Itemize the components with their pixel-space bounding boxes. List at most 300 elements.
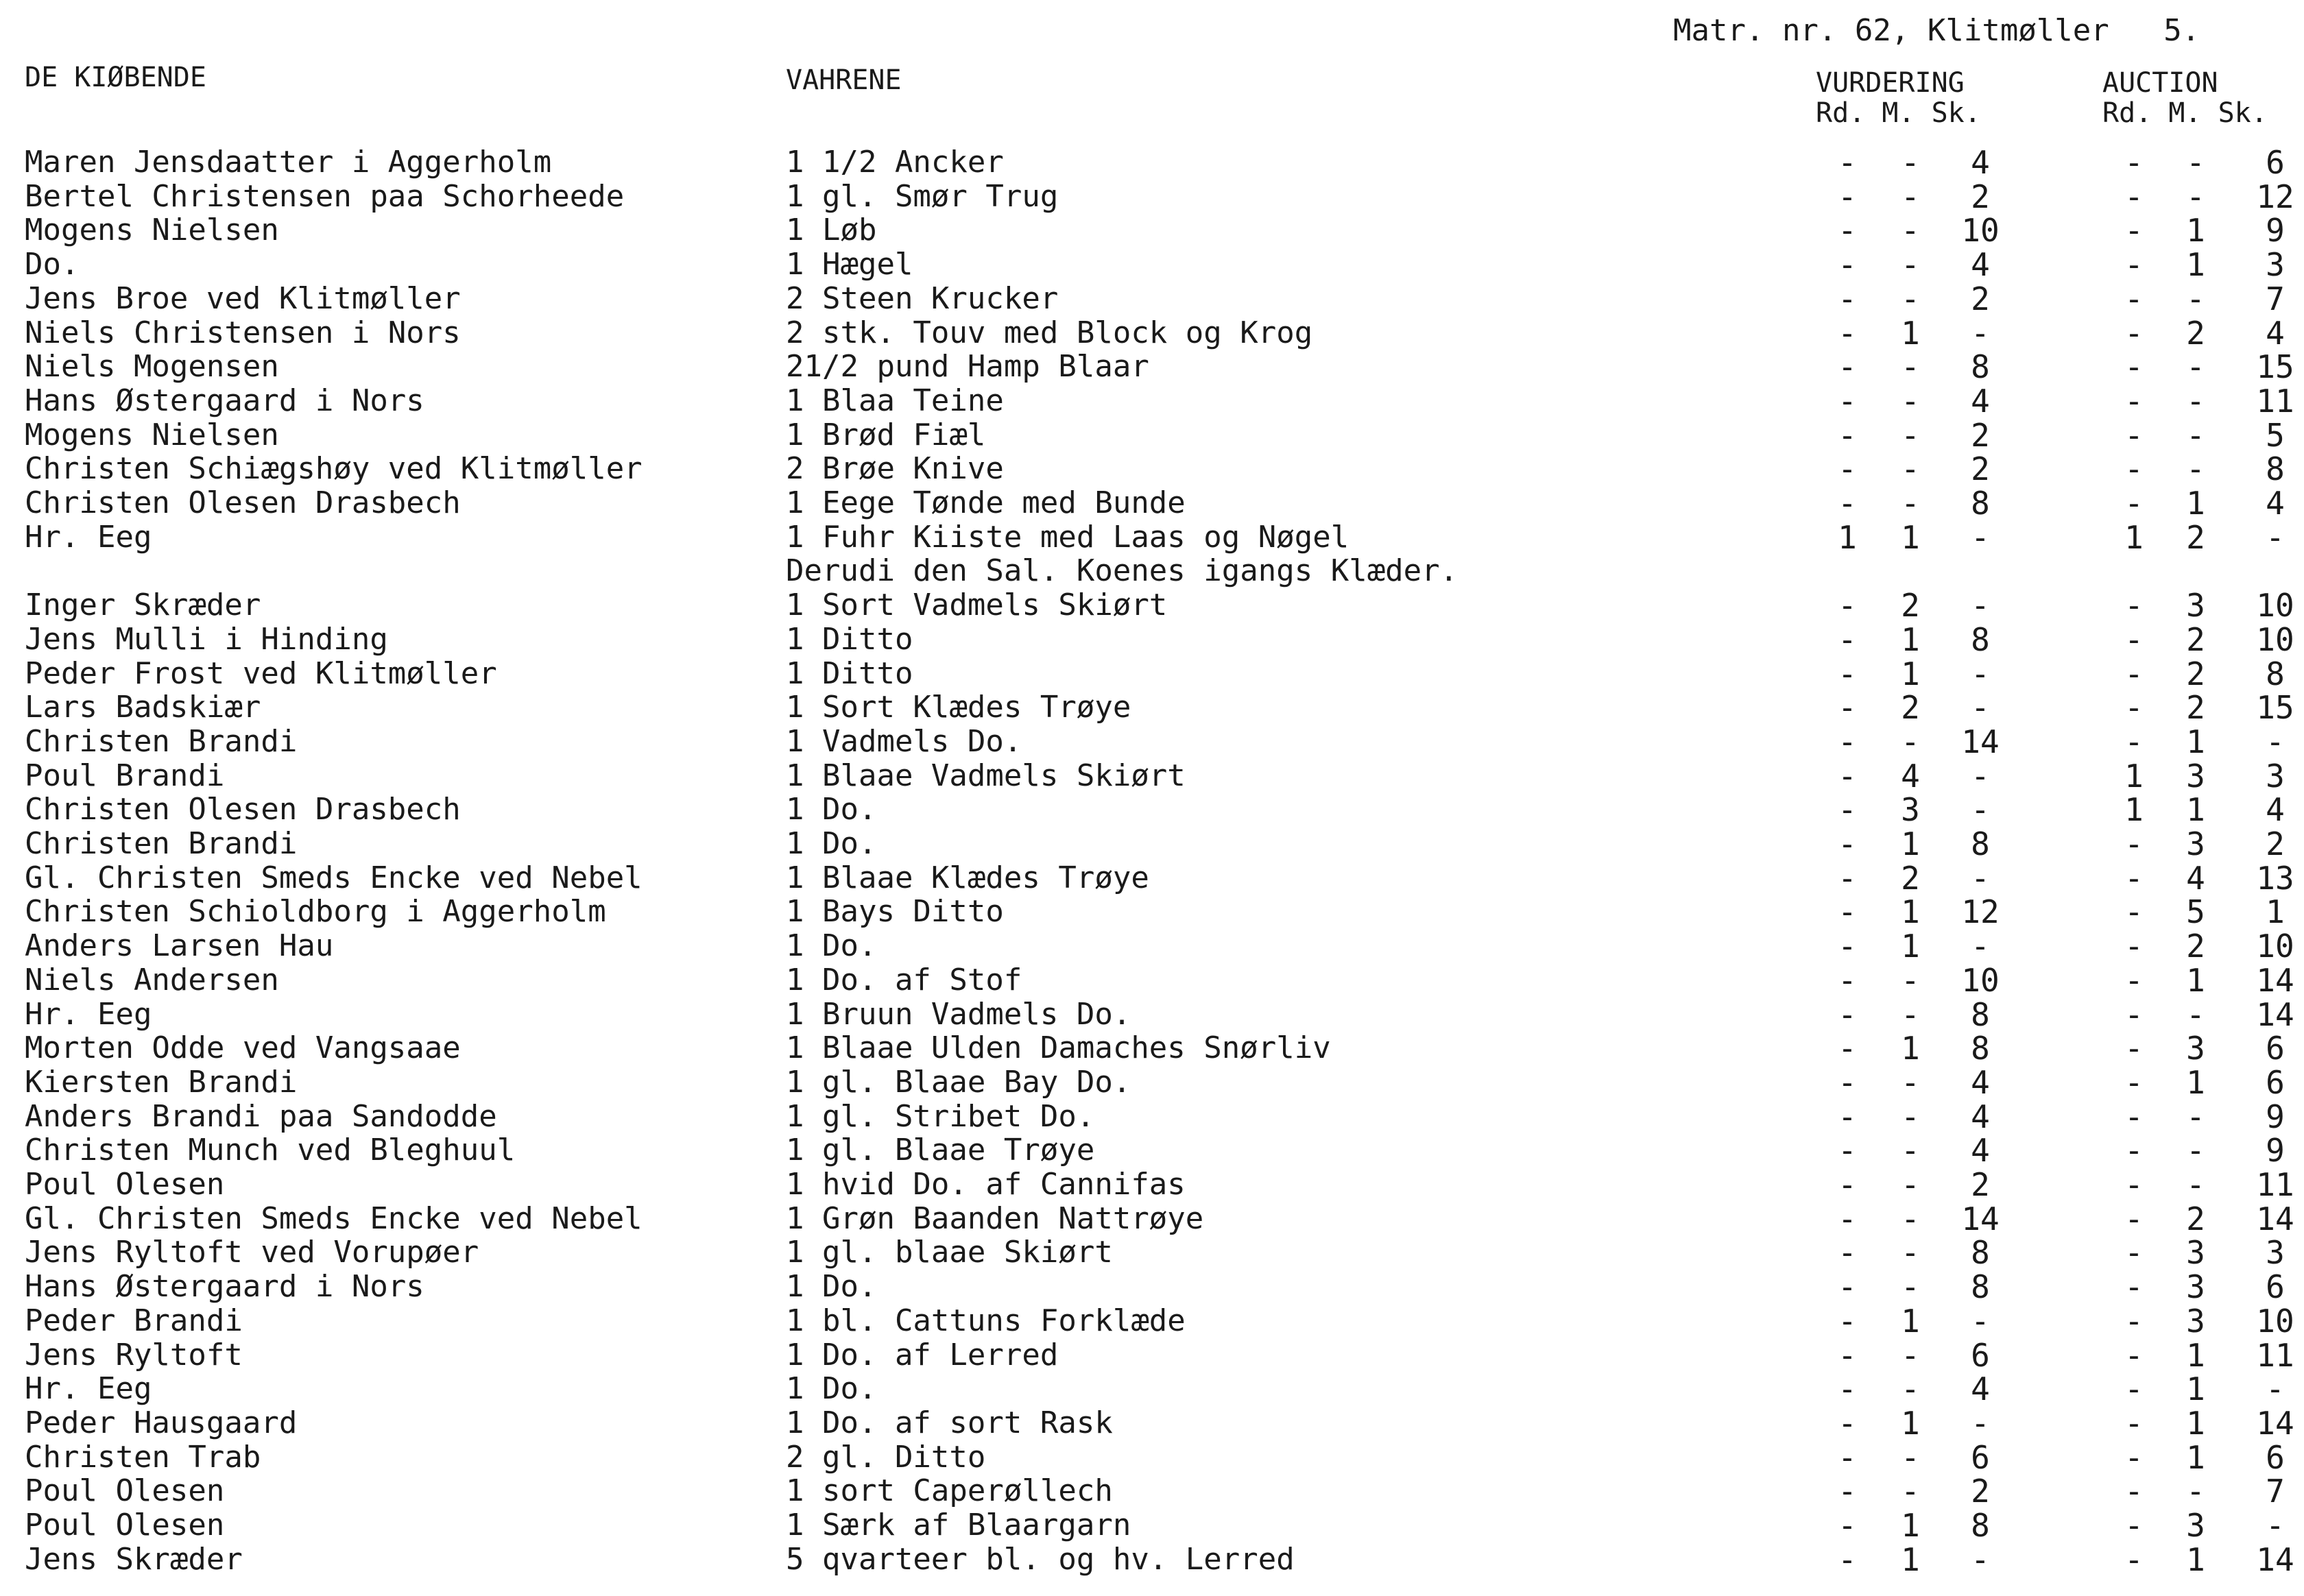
auction-rigsdaler-cell: - bbox=[2124, 825, 2144, 862]
buyer-name: Gl. Christen Smeds Encke ved Nebel bbox=[25, 860, 643, 895]
valuation-rigsdaler-cell: - bbox=[1838, 995, 1857, 1033]
valuation-skilling-cell: 4 bbox=[1971, 144, 1990, 181]
buyer-name: Peder Hausgaard bbox=[25, 1405, 298, 1440]
auction-rigsdaler-cell: - bbox=[2124, 485, 2144, 522]
valuation-skilling-cell: 8 bbox=[1971, 825, 1990, 862]
valuation-mark-cell: - bbox=[1901, 178, 1920, 215]
auction-rigsdaler-cell: - bbox=[2124, 1336, 2144, 1374]
list-item bbox=[0, 384, 2304, 418]
list-item bbox=[0, 895, 2304, 929]
valuation-mark-cell: - bbox=[1901, 723, 1920, 760]
valuation-mark-cell: - bbox=[1901, 1234, 1920, 1272]
goods-description: 1 Do. af Stof bbox=[786, 962, 1022, 998]
valuation-skilling-cell: 2 bbox=[1971, 178, 1990, 215]
list-item bbox=[0, 1406, 2304, 1440]
list-item bbox=[0, 1372, 2304, 1406]
valuation-rigsdaler-cell: - bbox=[1838, 314, 1857, 352]
valuation-skilling-cell: 8 bbox=[1971, 1030, 1990, 1067]
auction-rigsdaler-cell: - bbox=[2124, 416, 2144, 454]
auction-mark-cell: - bbox=[2186, 1473, 2205, 1510]
auction-subheader: Rd. M. Sk. bbox=[2102, 97, 2268, 129]
goods-description: 1 Eege Tønde med Bunde bbox=[786, 485, 1186, 520]
auction-mark-cell: 3 bbox=[2186, 1030, 2205, 1067]
list-item bbox=[0, 793, 2304, 827]
buyer-name: Jens Broe ved Klitmøller bbox=[25, 280, 461, 316]
auction-skilling-cell: 8 bbox=[2266, 655, 2285, 692]
auction-rigsdaler-cell: - bbox=[2124, 1200, 2144, 1237]
auction-skilling-cell: 10 bbox=[2256, 587, 2294, 625]
list-item bbox=[0, 622, 2304, 657]
valuation-mark-cell: 1 bbox=[1901, 655, 1920, 692]
goods-description: 1 gl. blaae Skiørt bbox=[786, 1235, 1113, 1270]
auction-skilling-cell: 15 bbox=[2256, 689, 2294, 727]
buyer-name: Mogens Nielsen bbox=[25, 417, 279, 452]
auction-mark-cell: 5 bbox=[2186, 893, 2205, 931]
auction-mark-cell: - bbox=[2186, 1098, 2205, 1135]
auction-skilling-cell: 7 bbox=[2266, 280, 2285, 317]
auction-rigsdaler-cell: - bbox=[2124, 280, 2144, 317]
auction-skilling-cell: 10 bbox=[2256, 928, 2294, 965]
auction-skilling-cell: 11 bbox=[2256, 1336, 2294, 1374]
auction-mark-cell: 3 bbox=[2186, 1302, 2205, 1340]
valuation-rigsdaler-cell: - bbox=[1838, 246, 1857, 284]
buyer-name: Jens Skræder bbox=[25, 1541, 243, 1577]
list-item bbox=[0, 1235, 2304, 1270]
goods-column-header: VAHRENE bbox=[786, 64, 902, 96]
valuation-skilling-cell: - bbox=[1971, 757, 1990, 795]
goods-description: 1 Sort Klædes Trøye bbox=[786, 690, 1131, 725]
valuation-rigsdaler-cell: - bbox=[1838, 655, 1857, 692]
valuation-skilling-cell: 2 bbox=[1971, 450, 1990, 488]
auction-skilling-cell: 9 bbox=[2266, 212, 2285, 250]
goods-description: 1 gl. Smør Trug bbox=[786, 178, 1059, 214]
auction-skilling-cell: 4 bbox=[2266, 314, 2285, 352]
auction-mark-cell: 1 bbox=[2186, 723, 2205, 760]
auction-mark-cell: 2 bbox=[2186, 314, 2205, 352]
valuation-skilling-cell: 8 bbox=[1971, 485, 1990, 522]
valuation-mark-cell: 4 bbox=[1901, 757, 1920, 795]
valuation-rigsdaler-cell: - bbox=[1838, 212, 1857, 250]
valuation-skilling-cell: 2 bbox=[1971, 280, 1990, 317]
auction-mark-cell: 2 bbox=[2186, 928, 2205, 965]
buyer-name: Peder Frost ved Klitmøller bbox=[25, 655, 497, 691]
auction-rigsdaler-cell: 1 bbox=[2124, 757, 2144, 795]
auction-rigsdaler-cell: - bbox=[2124, 961, 2144, 999]
goods-description: 1 Grøn Baanden Nattrøye bbox=[786, 1200, 1204, 1236]
goods-description: 1 Do. bbox=[786, 826, 877, 861]
auction-mark-cell: 3 bbox=[2186, 825, 2205, 862]
auction-mark-cell: 2 bbox=[2186, 655, 2205, 692]
goods-description: 2 stk. Touv med Block og Krog bbox=[786, 315, 1313, 350]
valuation-mark-cell: - bbox=[1901, 1473, 1920, 1510]
valuation-skilling-cell: 8 bbox=[1971, 1234, 1990, 1272]
buyer-name: Jens Mulli i Hinding bbox=[25, 621, 388, 657]
buyer-name: Gl. Christen Smeds Encke ved Nebel bbox=[25, 1200, 643, 1236]
valuation-mark-cell: - bbox=[1901, 416, 1920, 454]
valuation-skilling-cell: - bbox=[1971, 1404, 1990, 1442]
valuation-rigsdaler-cell: - bbox=[1838, 757, 1857, 795]
list-item bbox=[0, 861, 2304, 895]
goods-description: 1 Do. bbox=[786, 928, 877, 964]
buyer-name: Hans Østergaard i Nors bbox=[25, 1269, 424, 1305]
valuation-skilling-cell: 14 bbox=[1961, 1200, 2000, 1237]
valuation-rigsdaler-cell: - bbox=[1838, 1268, 1857, 1306]
auction-mark-cell: - bbox=[2186, 416, 2205, 454]
list-item bbox=[0, 1065, 2304, 1100]
valuation-mark-cell: 1 bbox=[1901, 825, 1920, 862]
auction-skilling-cell: 5 bbox=[2266, 416, 2285, 454]
list-item bbox=[0, 554, 2304, 588]
list-item bbox=[0, 1508, 2304, 1543]
valuation-rigsdaler-cell: - bbox=[1838, 859, 1857, 897]
valuation-skilling-cell: - bbox=[1971, 928, 1990, 965]
auction-skilling-cell: 3 bbox=[2266, 1234, 2285, 1272]
list-item bbox=[0, 1338, 2304, 1373]
auction-rigsdaler-cell: - bbox=[2124, 655, 2144, 692]
auction-skilling-cell: 14 bbox=[2256, 1404, 2294, 1442]
auction-skilling-cell: 4 bbox=[2266, 791, 2285, 829]
valuation-mark-cell: 1 bbox=[1901, 1302, 1920, 1340]
auction-mark-cell: 3 bbox=[2186, 757, 2205, 795]
list-item bbox=[0, 520, 2304, 555]
auction-column-header: AUCTION bbox=[2102, 67, 2218, 99]
list-item bbox=[0, 316, 2304, 350]
list-item bbox=[0, 1440, 2304, 1475]
auction-skilling-cell: 15 bbox=[2256, 348, 2294, 386]
auction-rigsdaler-cell: - bbox=[2124, 723, 2144, 760]
auction-rigsdaler-cell: - bbox=[2124, 1166, 2144, 1203]
list-item bbox=[0, 247, 2304, 282]
list-item bbox=[0, 1202, 2304, 1236]
valuation-rigsdaler-cell: - bbox=[1838, 1473, 1857, 1510]
goods-description: 1 Blaae Vadmels Skiørt bbox=[786, 758, 1186, 793]
goods-description: 1 Bruun Vadmels Do. bbox=[786, 996, 1131, 1032]
auction-mark-cell: - bbox=[2186, 280, 2205, 317]
valuation-mark-cell: 1 bbox=[1901, 928, 1920, 965]
valuation-skilling-cell: - bbox=[1971, 587, 1990, 625]
list-item bbox=[0, 418, 2304, 452]
auction-mark-cell: - bbox=[2186, 1166, 2205, 1203]
goods-description: 1 Brød Fiæl bbox=[786, 417, 986, 452]
valuation-skilling-cell: 8 bbox=[1971, 1268, 1990, 1306]
auction-skilling-cell: 6 bbox=[2266, 1268, 2285, 1306]
list-item bbox=[0, 180, 2304, 214]
valuation-rigsdaler-cell: - bbox=[1838, 928, 1857, 965]
goods-description: 1 Do. bbox=[786, 1269, 877, 1305]
valuation-mark-cell: - bbox=[1901, 348, 1920, 386]
valuation-mark-cell: 1 bbox=[1901, 1540, 1920, 1578]
valuation-mark-cell: - bbox=[1901, 246, 1920, 284]
valuation-mark-cell: - bbox=[1901, 1166, 1920, 1203]
auction-skilling-cell: 9 bbox=[2266, 1132, 2285, 1170]
valuation-mark-cell: 1 bbox=[1901, 1507, 1920, 1544]
auction-rigsdaler-cell: - bbox=[2124, 1302, 2144, 1340]
valuation-skilling-cell: 6 bbox=[1971, 1336, 1990, 1374]
valuation-mark-cell: 1 bbox=[1901, 1404, 1920, 1442]
auction-skilling-cell: 9 bbox=[2266, 1098, 2285, 1135]
auction-skilling-cell: 8 bbox=[2266, 450, 2285, 488]
buyer-name: Niels Andersen bbox=[25, 962, 279, 998]
auction-mark-cell: - bbox=[2186, 450, 2205, 488]
valuation-skilling-cell: - bbox=[1971, 1302, 1990, 1340]
goods-description: 1 Do. bbox=[786, 792, 877, 827]
auction-rigsdaler-cell: 1 bbox=[2124, 518, 2144, 556]
buyer-name: Hr. Eeg bbox=[25, 519, 152, 555]
valuation-rigsdaler-cell: - bbox=[1838, 450, 1857, 488]
valuation-mark-cell: 2 bbox=[1901, 689, 1920, 727]
auction-mark-cell: 1 bbox=[2186, 1063, 2205, 1101]
auction-skilling-cell: 7 bbox=[2266, 1473, 2285, 1510]
auction-rigsdaler-cell: - bbox=[2124, 1268, 2144, 1306]
buyer-name: Inger Skræder bbox=[25, 588, 261, 623]
valuation-rigsdaler-cell: - bbox=[1838, 961, 1857, 999]
auction-skilling-cell: 14 bbox=[2256, 995, 2294, 1033]
buyer-name: Do. bbox=[25, 247, 80, 282]
goods-description: 1 bl. Cattuns Forklæde bbox=[786, 1303, 1186, 1338]
auction-rigsdaler-cell: - bbox=[2124, 1063, 2144, 1101]
auction-mark-cell: 1 bbox=[2186, 485, 2205, 522]
buyer-name: Morten Odde ved Vangsaae bbox=[25, 1030, 461, 1066]
auction-mark-cell: 1 bbox=[2186, 1438, 2205, 1476]
buyer-name: Poul Olesen bbox=[25, 1508, 225, 1543]
auction-rigsdaler-cell: - bbox=[2124, 1030, 2144, 1067]
auction-rigsdaler-cell: - bbox=[2124, 1438, 2144, 1476]
valuation-mark-cell: - bbox=[1901, 1200, 1920, 1237]
goods-description: 1 Blaae Ulden Damaches Snørliv bbox=[786, 1030, 1331, 1066]
auction-skilling-cell: 11 bbox=[2256, 382, 2294, 420]
auction-skilling-cell: 10 bbox=[2256, 1302, 2294, 1340]
auction-skilling-cell: 6 bbox=[2266, 1030, 2285, 1067]
list-item bbox=[0, 690, 2304, 725]
list-item bbox=[0, 725, 2304, 759]
goods-description: 1 Ditto bbox=[786, 655, 913, 691]
goods-description: 1 Fuhr Kiiste med Laas og Nøgel bbox=[786, 519, 1349, 555]
auction-skilling-cell: 14 bbox=[2256, 1540, 2294, 1578]
list-item bbox=[0, 995, 2304, 1033]
auction-skilling-cell: 2 bbox=[2266, 825, 2285, 862]
auction-mark-cell: 1 bbox=[2186, 1336, 2205, 1374]
valuation-mark-cell: 1 bbox=[1901, 1030, 1920, 1067]
valuation-rigsdaler-cell: - bbox=[1838, 1302, 1857, 1340]
buyer-name: Kiersten Brandi bbox=[25, 1064, 298, 1100]
valuation-rigsdaler-cell: - bbox=[1838, 893, 1857, 931]
auction-mark-cell: 1 bbox=[2186, 1540, 2205, 1578]
goods-description: 1 gl. Blaae Trøye bbox=[786, 1133, 1095, 1168]
buyer-name: Hr. Eeg bbox=[25, 1371, 152, 1407]
goods-description: 1 Do. af Lerred bbox=[786, 1337, 1059, 1373]
list-item bbox=[0, 929, 2304, 963]
auction-mark-cell: - bbox=[2186, 1132, 2205, 1170]
valuation-rigsdaler-cell: - bbox=[1838, 689, 1857, 727]
valuation-mark-cell: 1 bbox=[1901, 314, 1920, 352]
auction-mark-cell: 3 bbox=[2186, 1507, 2205, 1544]
list-item bbox=[0, 657, 2304, 691]
auction-rigsdaler-cell: 1 bbox=[2124, 791, 2144, 829]
valuation-skilling-cell: - bbox=[1971, 518, 1990, 556]
goods-description: 1 Hægel bbox=[786, 247, 913, 282]
buyer-name: Christen Schioldborg i Aggerholm bbox=[25, 894, 606, 930]
valuation-rigsdaler-cell: - bbox=[1838, 1540, 1857, 1578]
auction-rigsdaler-cell: - bbox=[2124, 1370, 2144, 1408]
auction-rigsdaler-cell: - bbox=[2124, 1540, 2144, 1578]
buyer-name: Niels Mogensen bbox=[25, 349, 279, 385]
valuation-mark-cell: - bbox=[1901, 1336, 1920, 1374]
valuation-mark-cell: - bbox=[1901, 1268, 1920, 1306]
valuation-rigsdaler-cell: - bbox=[1838, 1234, 1857, 1272]
goods-description: 2 Brøe Knive bbox=[786, 451, 1004, 487]
buyer-name: Christen Brandi bbox=[25, 826, 298, 861]
valuation-mark-cell: - bbox=[1901, 1063, 1920, 1101]
auction-mark-cell: 3 bbox=[2186, 1268, 2205, 1306]
auction-mark-cell: 2 bbox=[2186, 518, 2205, 556]
goods-description: 2 gl. Ditto bbox=[786, 1439, 986, 1475]
auction-rigsdaler-cell: - bbox=[2124, 246, 2144, 284]
buyer-name: Niels Christensen i Nors bbox=[25, 315, 461, 350]
valuation-skilling-cell: - bbox=[1971, 689, 1990, 727]
valuation-column-header: VURDERING bbox=[1816, 67, 1965, 99]
auction-skilling-cell: 13 bbox=[2256, 859, 2294, 897]
auction-rigsdaler-cell: - bbox=[2124, 859, 2144, 897]
auction-rigsdaler-cell: - bbox=[2124, 450, 2144, 488]
valuation-mark-cell: - bbox=[1901, 485, 1920, 522]
buyer-name: Christen Munch ved Bleghuul bbox=[25, 1133, 516, 1168]
auction-skilling-cell: 14 bbox=[2256, 961, 2294, 999]
auction-mark-cell: - bbox=[2186, 144, 2205, 181]
valuation-mark-cell: - bbox=[1901, 961, 1920, 999]
auction-mark-cell: 1 bbox=[2186, 212, 2205, 250]
valuation-rigsdaler-cell: - bbox=[1838, 178, 1857, 215]
valuation-skilling-cell: 2 bbox=[1971, 1473, 1990, 1510]
auction-rigsdaler-cell: - bbox=[2124, 1507, 2144, 1544]
buyer-name: Poul Brandi bbox=[25, 758, 225, 793]
valuation-rigsdaler-cell: - bbox=[1838, 1370, 1857, 1408]
buyer-name: Christen Trab bbox=[25, 1439, 261, 1475]
valuation-rigsdaler-cell: - bbox=[1838, 144, 1857, 181]
list-item bbox=[0, 486, 2304, 520]
valuation-mark-cell: 1 bbox=[1901, 893, 1920, 931]
auction-mark-cell: 3 bbox=[2186, 587, 2205, 625]
auction-mark-cell: 1 bbox=[2186, 1404, 2205, 1442]
auction-rigsdaler-cell: - bbox=[2124, 212, 2144, 250]
list-item bbox=[0, 282, 2304, 316]
valuation-skilling-cell: 8 bbox=[1971, 348, 1990, 386]
buyers-column-header: DE KIØBENDE bbox=[25, 62, 206, 93]
auction-mark-cell: - bbox=[2186, 178, 2205, 215]
buyer-name: Bertel Christensen paa Schorheede bbox=[25, 178, 625, 214]
goods-description: 1 Ditto bbox=[786, 621, 913, 657]
auction-rigsdaler-cell: - bbox=[2124, 178, 2144, 215]
list-item bbox=[0, 350, 2304, 384]
valuation-rigsdaler-cell: - bbox=[1838, 1132, 1857, 1170]
valuation-rigsdaler-cell: - bbox=[1838, 620, 1857, 658]
buyer-name: Anders Larsen Hau bbox=[25, 928, 334, 964]
buyer-name: Anders Brandi paa Sandodde bbox=[25, 1098, 497, 1134]
valuation-skilling-cell: 14 bbox=[1961, 723, 2000, 760]
valuation-mark-cell: - bbox=[1901, 144, 1920, 181]
auction-skilling-cell: 14 bbox=[2256, 1200, 2294, 1237]
valuation-rigsdaler-cell: - bbox=[1838, 1166, 1857, 1203]
goods-description: 1 Do. af sort Rask bbox=[786, 1405, 1113, 1440]
auction-skilling-cell: - bbox=[2266, 1370, 2285, 1408]
goods-description: 1 gl. Blaae Bay Do. bbox=[786, 1064, 1131, 1100]
buyer-name: Christen Olesen Drasbech bbox=[25, 485, 461, 520]
goods-description: 1 hvid Do. af Cannifas bbox=[786, 1167, 1186, 1202]
list-item bbox=[0, 212, 2304, 250]
auction-mark-cell: 1 bbox=[2186, 1370, 2205, 1408]
valuation-mark-cell: - bbox=[1901, 995, 1920, 1033]
goods-description: 1 Vadmels Do. bbox=[786, 723, 1022, 759]
valuation-rigsdaler-cell: - bbox=[1838, 587, 1857, 625]
goods-description: 5 qvarteer bl. og hv. Lerred bbox=[786, 1541, 1295, 1577]
valuation-rigsdaler-cell: - bbox=[1838, 280, 1857, 317]
auction-mark-cell: 2 bbox=[2186, 689, 2205, 727]
valuation-rigsdaler-cell: - bbox=[1838, 1404, 1857, 1442]
buyer-name: Hr. Eeg bbox=[25, 996, 152, 1032]
goods-description: 1 Løb bbox=[786, 213, 877, 248]
valuation-rigsdaler-cell: - bbox=[1838, 348, 1857, 386]
auction-rigsdaler-cell: - bbox=[2124, 587, 2144, 625]
list-item bbox=[0, 827, 2304, 861]
auction-skilling-cell: - bbox=[2266, 1507, 2285, 1544]
valuation-skilling-cell: - bbox=[1971, 791, 1990, 829]
valuation-subheader: Rd. M. Sk. bbox=[1816, 97, 1981, 129]
auction-mark-cell: 1 bbox=[2186, 791, 2205, 829]
auction-mark-cell: 2 bbox=[2186, 620, 2205, 658]
valuation-rigsdaler-cell: - bbox=[1838, 791, 1857, 829]
list-item bbox=[0, 145, 2304, 180]
valuation-mark-cell: - bbox=[1901, 212, 1920, 250]
buyer-name: Poul Olesen bbox=[25, 1167, 225, 1202]
valuation-skilling-cell: 10 bbox=[1961, 212, 2000, 250]
auction-rigsdaler-cell: - bbox=[2124, 1132, 2144, 1170]
buyer-name: Christen Olesen Drasbech bbox=[25, 792, 461, 827]
auction-rigsdaler-cell: - bbox=[2124, 348, 2144, 386]
valuation-skilling-cell: 4 bbox=[1971, 1132, 1990, 1170]
goods-description: Derudi den Sal. Koenes igangs Klæder. bbox=[786, 553, 1459, 589]
auction-skilling-cell: - bbox=[2266, 723, 2285, 760]
goods-description: 1 Blaae Klædes Trøye bbox=[786, 860, 1149, 895]
auction-rigsdaler-cell: - bbox=[2124, 1404, 2144, 1442]
goods-description: 21/2 pund Hamp Blaar bbox=[786, 349, 1149, 385]
auction-rigsdaler-cell: - bbox=[2124, 382, 2144, 420]
list-item bbox=[0, 1304, 2304, 1338]
auction-mark-cell: 2 bbox=[2186, 1200, 2205, 1237]
valuation-mark-cell: - bbox=[1901, 1370, 1920, 1408]
list-item bbox=[0, 1540, 2304, 1578]
buyer-name: Hans Østergaard i Nors bbox=[25, 383, 424, 418]
valuation-mark-cell: - bbox=[1901, 450, 1920, 488]
valuation-skilling-cell: - bbox=[1971, 859, 1990, 897]
auction-skilling-cell: 4 bbox=[2266, 485, 2285, 522]
valuation-skilling-cell: 8 bbox=[1971, 1507, 1990, 1544]
auction-skilling-cell: 6 bbox=[2266, 144, 2285, 181]
valuation-skilling-cell: 12 bbox=[1961, 893, 2000, 931]
valuation-rigsdaler-cell: - bbox=[1838, 825, 1857, 862]
buyer-name: Christen Brandi bbox=[25, 723, 298, 759]
valuation-skilling-cell: 2 bbox=[1971, 1166, 1990, 1203]
valuation-rigsdaler-cell: - bbox=[1838, 1438, 1857, 1476]
valuation-skilling-cell: 4 bbox=[1971, 382, 1990, 420]
page-reference: Matr. nr. 62, Klitmøller 5. bbox=[1673, 13, 2200, 48]
valuation-rigsdaler-cell: - bbox=[1838, 416, 1857, 454]
valuation-skilling-cell: 4 bbox=[1971, 1098, 1990, 1135]
auction-rigsdaler-cell: - bbox=[2124, 928, 2144, 965]
valuation-rigsdaler-cell: - bbox=[1838, 1336, 1857, 1374]
auction-skilling-cell: 10 bbox=[2256, 620, 2294, 658]
auction-skilling-cell: 1 bbox=[2266, 893, 2285, 931]
valuation-skilling-cell: - bbox=[1971, 655, 1990, 692]
auction-rigsdaler-cell: - bbox=[2124, 689, 2144, 727]
